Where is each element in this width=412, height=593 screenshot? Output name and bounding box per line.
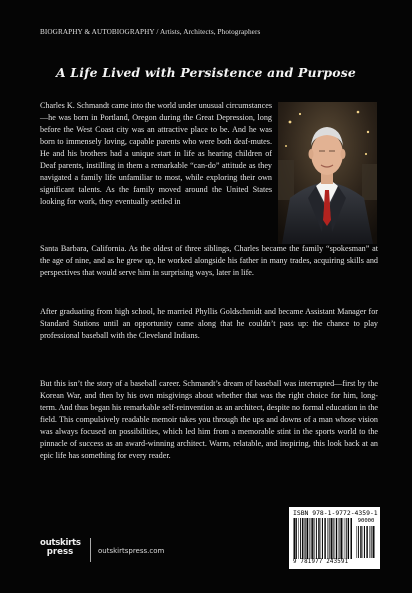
barcode-stripe <box>351 518 352 559</box>
headline: A Life Lived with Persistence and Purpose <box>55 65 357 80</box>
publisher-url: outskirtspress.com <box>98 547 165 555</box>
barcode-stripe <box>324 518 325 559</box>
barcode-stripe <box>322 518 323 559</box>
barcode-stripe <box>305 518 306 559</box>
barcode-stripe <box>344 518 345 559</box>
barcode-stripe <box>307 518 308 559</box>
barcode-stripe <box>294 518 295 559</box>
barcode-stripe <box>302 518 303 559</box>
barcode-stripe <box>293 518 294 559</box>
body-paragraph-2: After graduating from high school, he married Phyllis Goldschmidt and became Assistant Manager for Standard Stations until an opportunity came along that he couldn’t pass up: the chance to play professional baseball with the Cleveland Indians. <box>40 307 378 340</box>
barcode-stripe <box>309 518 310 559</box>
author-photo <box>278 102 377 244</box>
barcode-stripe <box>373 526 374 558</box>
barcode-stripe <box>374 526 375 558</box>
barcode-stripe <box>316 518 317 559</box>
barcode-stripe <box>327 518 328 559</box>
barcode-stripe <box>295 518 296 559</box>
publisher-divider <box>90 538 91 562</box>
body-paragraph-1: Charles K. Schmandt came into the world under unusual circumstances—he was born in Portland, Oregon during the Great Depression, long before the West Coast city was an attractive place to be. And he was born to immensely loving, capable parents who were both deaf-mutes. He and his brothers had a unique start in life as hearing children of Deaf parents, instilling in them a remarkable “can-do” attitude as they navigated a family life unfamiliar to most, while exploring their own significant talents. As the family moved around the United States looking for work, they eventually settled in <box>40 101 272 206</box>
publisher-logo-line1: outskirts <box>40 538 81 548</box>
author-portrait-image <box>278 102 377 244</box>
isbn-label: ISBN 978-1-9772-4359-1 <box>293 509 378 517</box>
barcode-stripe <box>318 518 319 559</box>
publisher-logo-line2: press <box>46 547 74 557</box>
barcode-stripe <box>348 518 349 559</box>
publisher-logo <box>40 539 80 557</box>
barcode-stripe <box>371 526 372 558</box>
barcode-stripe <box>311 518 312 559</box>
price-barcode <box>356 526 376 558</box>
barcode-stripe <box>336 518 337 559</box>
barcode-stripe <box>363 526 364 558</box>
barcode-stripe <box>341 518 342 559</box>
barcode-stripe <box>329 518 330 559</box>
barcode-stripe <box>346 518 347 559</box>
barcode-stripe <box>333 518 334 559</box>
category-label: BIOGRAPHY & AUTOBIOGRAPHY / Artists, Architects, Photographers <box>40 28 261 36</box>
barcode-stripe <box>332 518 333 559</box>
barcode-stripe <box>340 518 341 559</box>
barcode-stripe <box>369 526 370 558</box>
barcode-stripe <box>339 518 340 559</box>
body-paragraph-3: But this isn’t the story of a baseball career. Schmandt’s dream of baseball was interrupted—first by the Korean War, and then by his own misgivings about whether that was the right choice for him, long-term. And thus began his remarkable self-reinvention as an architect, despite no formal education in the field. This compulsively readable memoir takes you through the ups and downs of a man whose vision was always focused on possibilities, which led him from a memorable stint in the sports world to the pinnacle of success as an award-winning architect. Warm, relatable, and inspiring, this look back at an epic life has something for every reader. <box>40 379 378 460</box>
barcode-stripe <box>356 526 357 558</box>
barcode-stripe <box>331 518 332 559</box>
barcode-stripe <box>350 518 351 559</box>
barcode-stripe <box>366 526 367 558</box>
barcode-stripe <box>360 526 361 558</box>
barcode-stripe <box>314 518 315 559</box>
barcode-stripe <box>298 518 299 559</box>
barcode-stripe <box>312 518 313 559</box>
barcode-stripe <box>358 526 359 558</box>
barcode-stripe <box>304 518 305 559</box>
barcode-stripe <box>364 526 365 558</box>
ean-barcode <box>293 518 353 559</box>
ean-number: 9 781977 243591 <box>293 559 349 565</box>
barcode-stripe <box>300 518 301 559</box>
price-code: 90000 <box>357 518 375 524</box>
barcode-stripe <box>321 518 322 559</box>
body-paragraph-1-continued: Santa Barbara, California. As the oldest of three siblings, Charles became the family “spokesman” at the age of nine, and as he grew up, he worked alongside his father in many trades, acquiring skills and perspectives that would serve him in surprising ways, later in life. <box>40 244 378 277</box>
barcode-box <box>289 507 380 569</box>
